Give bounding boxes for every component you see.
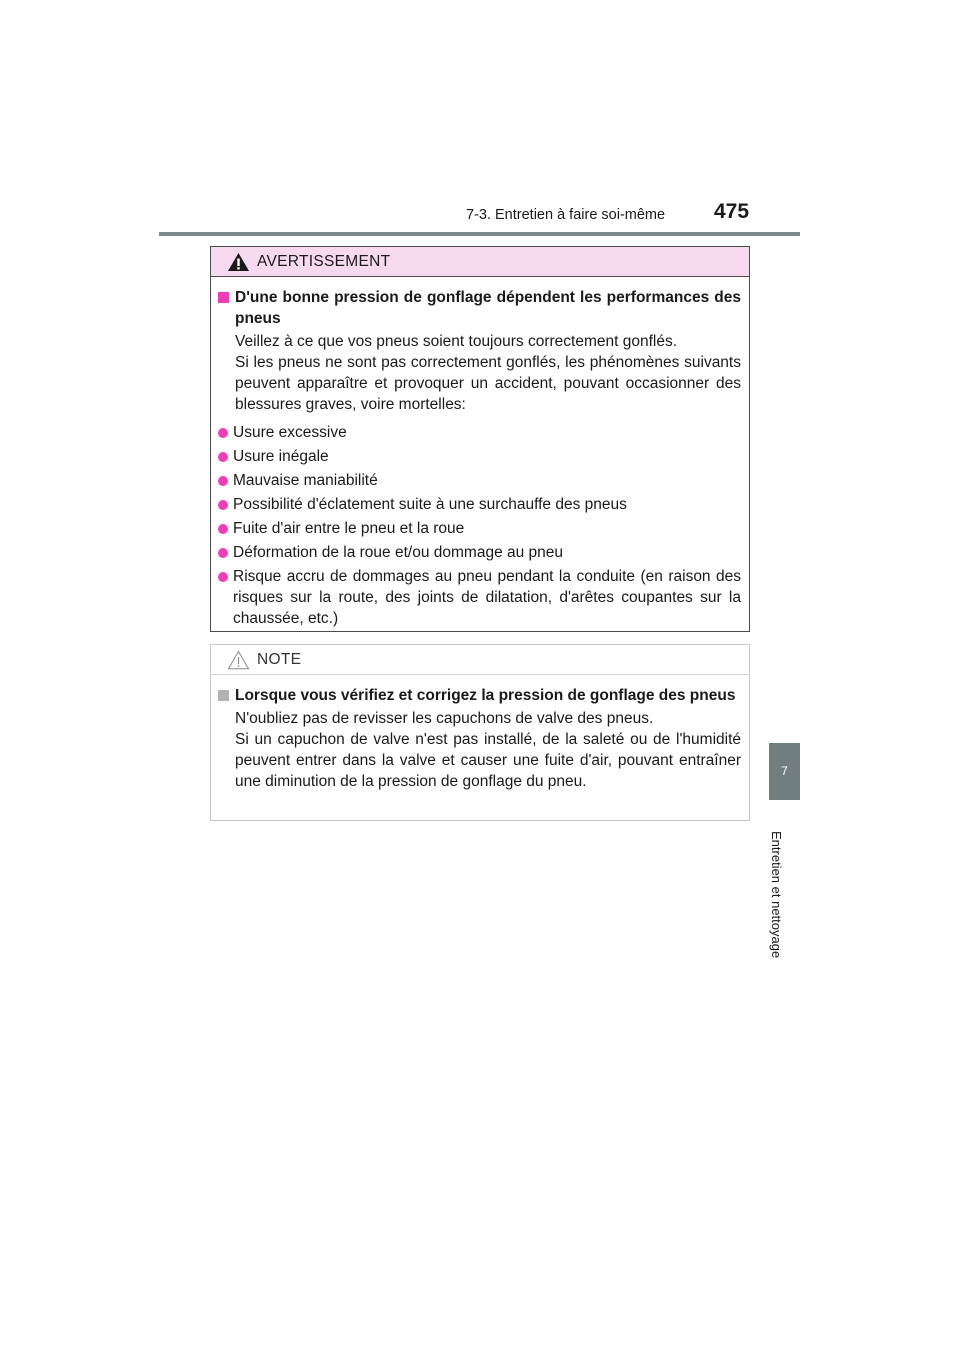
note-paragraph: Si un capuchon de valve n'est pas installé, de la saleté ou de l'humidité peuvent entrer dans la valve et causer une fuite d'air, pouvant entraîner une diminution de la pression de gonflage du pneu.	[235, 731, 741, 790]
round-bullet-icon	[218, 476, 228, 486]
note-heading: NOTE	[257, 650, 302, 668]
section-title: 7-3. Entretien à faire soi-même	[466, 207, 666, 223]
note-title-text: Lorsque vous vérifiez et corrigez la pression de gonflage des pneus	[235, 687, 736, 704]
list-item	[218, 446, 741, 467]
list-item-text: Possibilité d'éclatement suite à une surchauffe des pneus	[233, 496, 627, 513]
note-body	[211, 675, 749, 792]
note-box	[210, 644, 750, 821]
warning-body	[211, 277, 749, 629]
warning-bullet-list	[218, 422, 741, 629]
list-item	[218, 422, 741, 443]
note-header	[211, 645, 749, 675]
round-bullet-icon	[218, 500, 228, 510]
warning-item-title	[218, 287, 741, 329]
warning-triangle-icon	[227, 252, 250, 272]
list-item	[218, 494, 741, 515]
warning-title-text: D'une bonne pression de gonflage dépendent les performances des pneus	[235, 289, 741, 327]
round-bullet-icon	[218, 572, 228, 582]
chapter-title: Entretien et nettoyage	[769, 831, 784, 959]
warning-header	[211, 247, 749, 277]
round-bullet-icon	[218, 548, 228, 558]
list-item-text: Usure inégale	[233, 448, 329, 465]
page-number: 475	[714, 200, 750, 223]
round-bullet-icon	[218, 452, 228, 462]
list-item-text: Fuite d'air entre le pneu et la roue	[233, 520, 465, 537]
list-item	[218, 518, 741, 539]
note-paragraph: N'oubliez pas de revisser les capuchons de valve des pneus.	[235, 710, 654, 727]
list-item-text: Usure excessive	[233, 424, 347, 441]
round-bullet-icon	[218, 428, 228, 438]
warning-paragraph: Si les pneus ne sont pas correctement gonflés, les phénomènes suivants peuvent apparaître et provoquer un accident, pouvant occasionner des blessures graves, voire mortelles:	[235, 354, 741, 413]
warning-paragraphs	[235, 331, 741, 415]
list-item-text: Déformation de la roue et/ou dommage au pneu	[233, 544, 564, 561]
list-item-text: Mauvaise maniabilité	[233, 472, 378, 489]
square-bullet-icon	[218, 292, 229, 303]
list-item	[218, 542, 741, 563]
round-bullet-icon	[218, 524, 228, 534]
list-item	[218, 470, 741, 491]
caution-triangle-outline-icon	[227, 650, 250, 670]
chapter-tab: 7	[769, 743, 800, 800]
header-rule	[159, 232, 800, 236]
note-item-title	[218, 685, 741, 706]
square-bullet-icon	[218, 690, 229, 701]
warning-box	[210, 246, 750, 632]
warning-paragraph: Veillez à ce que vos pneus soient toujours correctement gonflés.	[235, 333, 678, 350]
list-item-text: Risque accru de dommages au pneu pendant la conduite (en raison des risques sur la route, des joints de dilatation, d'arêtes coupantes sur la chaussée, etc.)	[233, 568, 741, 627]
note-paragraphs	[235, 708, 741, 792]
warning-heading: AVERTISSEMENT	[257, 252, 391, 270]
list-item	[218, 566, 741, 629]
